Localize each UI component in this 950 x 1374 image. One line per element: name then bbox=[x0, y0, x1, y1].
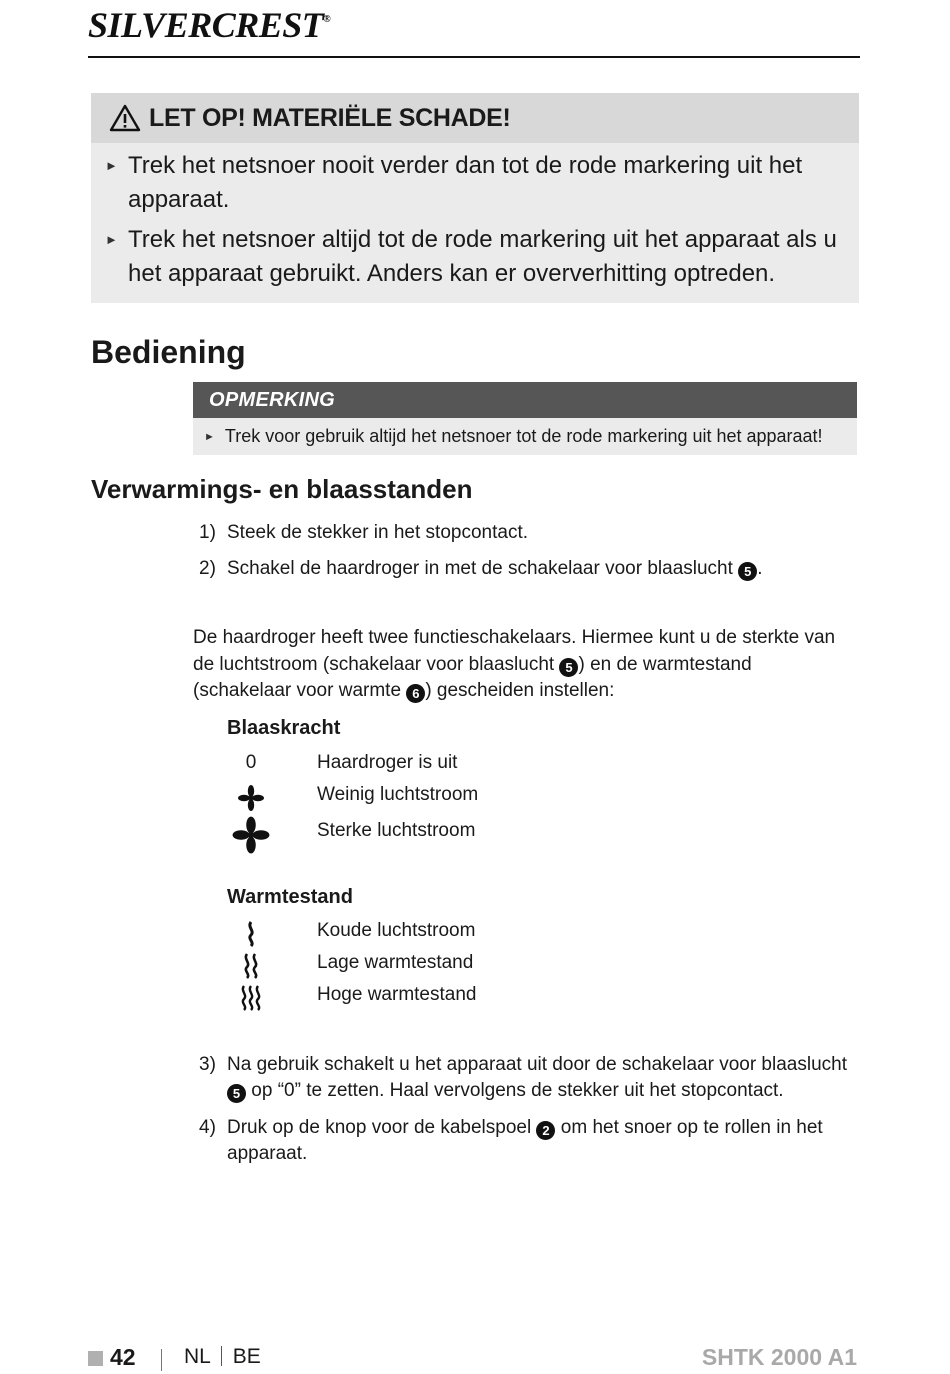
setting-row: Hoge warmtestand bbox=[227, 984, 627, 1014]
warning-item: ► Trek het netsnoer nooit verder dan tot de rode markering uit het apparaat. bbox=[105, 149, 845, 217]
blow-heading: Blaaskracht bbox=[227, 717, 341, 739]
heat-wave-1-icon bbox=[227, 920, 275, 954]
setting-row: 0 Haardroger is uit bbox=[227, 752, 627, 782]
bullet-arrow-icon: ► bbox=[204, 431, 215, 443]
footer-divider bbox=[221, 1346, 222, 1366]
step-item: 4) Druk op de knop voor de kabelspoel 2 om het snoer op te rollen in het apparaat. bbox=[199, 1117, 823, 1164]
footer-divider bbox=[161, 1349, 162, 1371]
section-title: Bediening bbox=[91, 334, 246, 370]
part-number-badge: 5 bbox=[559, 658, 578, 677]
heat-heading: Warmtestand bbox=[227, 886, 353, 908]
note-item: ► Trek voor gebruik altijd het netsnoer tot de rode markering uit het apparaat! bbox=[204, 426, 823, 446]
note-box bbox=[193, 382, 857, 455]
warning-box bbox=[91, 93, 859, 303]
subsection-title: Verwarmings- en blaasstanden bbox=[91, 474, 473, 504]
fan-large-icon bbox=[227, 816, 275, 860]
part-number-badge: 5 bbox=[738, 562, 757, 581]
warning-header bbox=[91, 93, 859, 143]
bullet-arrow-icon: ► bbox=[105, 158, 118, 173]
fan-small-icon bbox=[227, 784, 275, 818]
intro-paragraph: De haardroger heeft twee functieschakelaars. Hiermee kunt u de sterkte van de luchtstroom (schakelaar voor blaaslucht 5 ) en de warmtestand (schakelaar voor warmte 6 ) gescheiden instellen: bbox=[193, 627, 836, 701]
model-number: SHTK 2000 A1 bbox=[701, 1344, 857, 1370]
bullet-arrow-icon: ► bbox=[105, 232, 118, 247]
heat-wave-3-icon bbox=[227, 984, 275, 1018]
part-number-badge: 2 bbox=[536, 1121, 555, 1140]
brand-logo: SILVERCREST® bbox=[88, 5, 331, 45]
warning-triangle-icon bbox=[109, 104, 141, 132]
step-item: 3) Na gebruik schakelt u het apparaat uit door de schakelaar voor blaaslucht 5 op “0” te zetten. Haal vervolgens de stekker uit het stopcontact. bbox=[199, 1054, 847, 1101]
step-item: 1) Steek de stekker in het stopcontact. bbox=[199, 522, 529, 543]
part-number-badge: 5 bbox=[227, 1084, 246, 1103]
setting-row: Weinig luchtstroom bbox=[227, 784, 627, 814]
warning-item: ► Trek het netsnoer altijd tot de rode markering uit het apparaat als u het apparaat gebruikt. Anders kan er oververhitting optreden. bbox=[105, 223, 845, 291]
zero-symbol: 0 bbox=[245, 752, 257, 773]
setting-row: Sterke luchtstroom bbox=[227, 818, 627, 848]
footer-language: NL BE bbox=[184, 1345, 261, 1368]
warning-title: LET OP! MATERIËLE SCHADE! bbox=[149, 103, 511, 132]
heat-wave-2-icon bbox=[227, 952, 275, 986]
page-number: 42 bbox=[110, 1344, 136, 1370]
setting-row: Lage warmtestand bbox=[227, 952, 627, 982]
note-title: OPMERKING bbox=[193, 382, 857, 418]
footer-square-icon bbox=[88, 1351, 103, 1366]
setting-row: Koude luchtstroom bbox=[227, 920, 627, 950]
step-item: 2) Schakel de haardroger in met de schakelaar voor blaaslucht 5 . bbox=[199, 558, 763, 579]
part-number-badge: 6 bbox=[406, 684, 425, 703]
header-rule bbox=[88, 56, 860, 58]
